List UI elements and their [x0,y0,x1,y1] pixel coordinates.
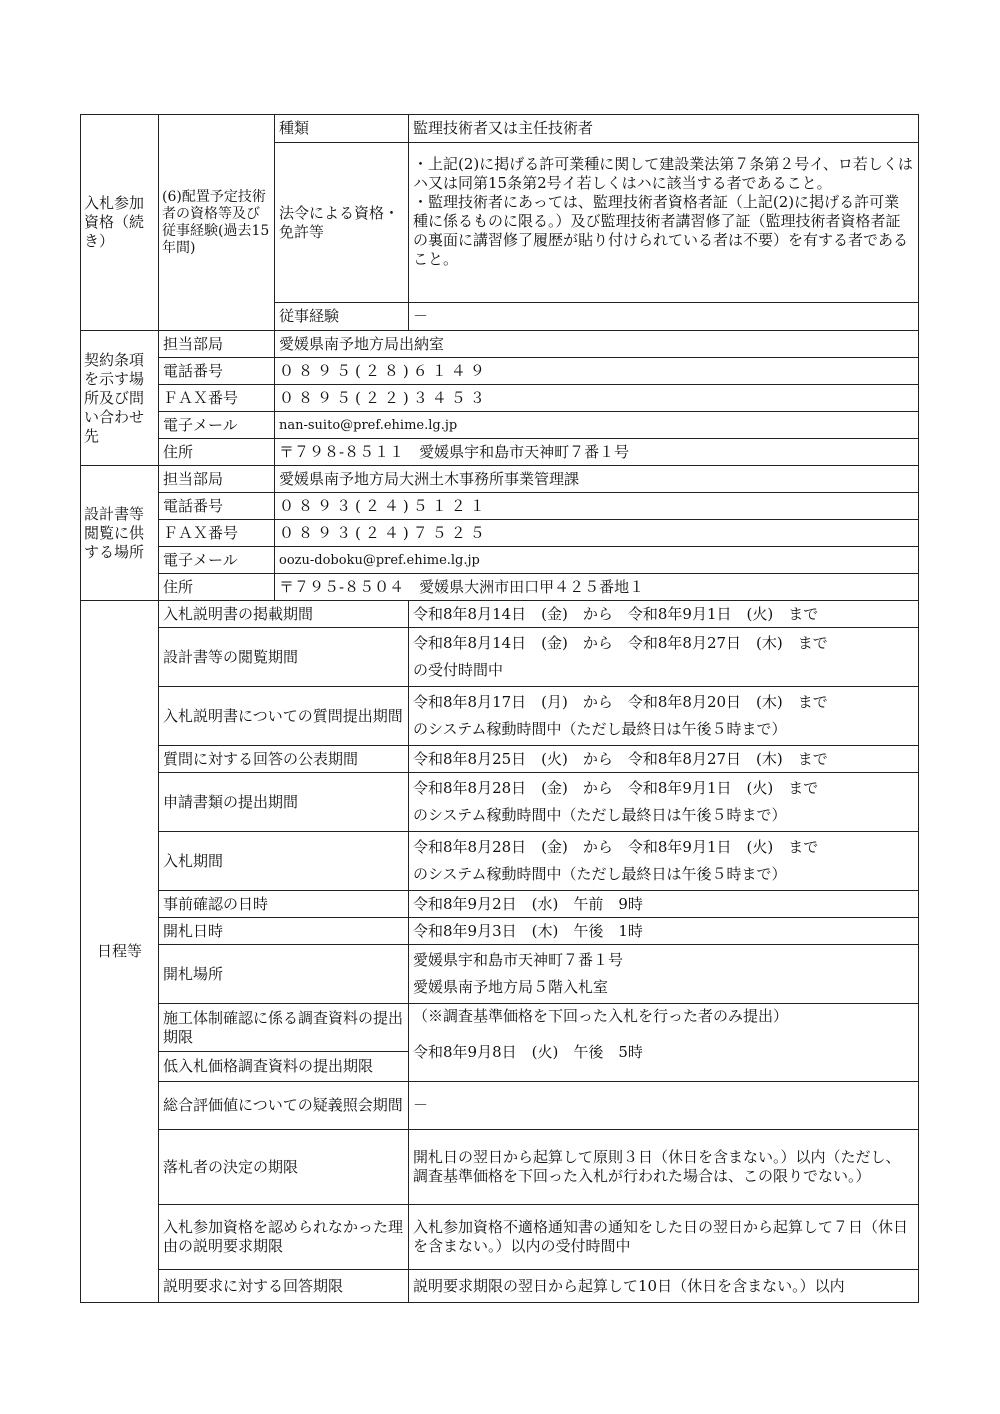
schedule-label: 総合評価値についての疑義照会期間 [159,1082,409,1130]
schedule-value-line: 愛媛県宇和島市天神町７番１号 [413,951,624,969]
license-para-2: ・監理技術者にあっては、監理技術者資格者証（上記(2)に掲げる許可業種に係るものに限る。）及び監理技術者講習修了証（監理技術者資格者証の裏面に講習修了履歴が貼り付けられている者は不要）を有する者であること。 [413,193,909,268]
schedule-value-line: 令和8年8月14日 (金) から 令和8年8月27日 (木) まで [413,634,828,652]
contract-dept: 愛媛県南予地方局出納室 [275,331,919,358]
survey-deadline: 令和8年9月8日 (火) 午後 5時 [413,1043,643,1061]
qualification-section-label: 入札参加資格（続き） [81,115,159,331]
schedule-label: 説明要求に対する回答期限 [159,1270,409,1303]
schedule-value: 入札参加資格不適格通知書の通知をした日の翌日から起算して７日（休日を含まない。）以内の受付時間中 [409,1205,919,1270]
schedule-label: 申請書類の提出期間 [159,773,409,832]
schedule-label: 施工体制確認に係る調査資料の提出期限 [159,1004,409,1052]
contract-section-label: 契約条項を示す場所及び問い合わせ先 [81,331,159,466]
license-para-1: ・上記(2)に掲げる許可業種に関して建設業法第７条第２号イ、ロ若しくはハ又は同第15条第2号イ若しくはハに該当する者であること。 [413,155,913,192]
contract-addr-label: 住所 [159,439,275,466]
contract-fax-label: ＦＡＸ番号 [159,385,275,412]
schedule-value [409,945,919,1004]
design-dept-label: 担当部局 [159,466,275,493]
schedule-value-line: 令和8年8月28日 (金) から 令和8年9月1日 (火) まで [413,838,819,856]
contract-mail: nan-suito@pref.ehime.lg.jp [275,412,919,439]
schedule-value: 開札日の翌日から起算して原則３日（休日を含まない。）以内（ただし、調査基準価格を下回った入札が行われた場合は、この限りでない。） [409,1130,919,1205]
schedule-label: 設計書等の閲覧期間 [159,628,409,687]
experience-value: － [409,303,919,331]
schedule-value [409,1004,919,1082]
contract-tel: ０８９５(２８)６１４９ [275,358,919,385]
schedule-label: 開札日時 [159,918,409,945]
schedule-label: 事前確認の日時 [159,891,409,918]
schedule-label: 質問に対する回答の公表期間 [159,746,409,773]
design-dept: 愛媛県南予地方局大洲土木事務所事業管理課 [275,466,919,493]
schedule-value-line: のシステム稼動時間中（ただし最終日は午後５時まで） [413,806,787,824]
kind-label: 種類 [275,115,409,143]
schedule-value-line: のシステム稼動時間中（ただし最終日は午後５時まで） [413,865,787,883]
design-addr-label: 住所 [159,574,275,601]
design-fax: ０８９３(２４)７５２５ [275,520,919,547]
schedule-label: 開札場所 [159,945,409,1004]
contract-fax: ０８９５(２２)３４５３ [275,385,919,412]
schedule-label: 低入札価格調査資料の提出期限 [159,1052,409,1082]
design-section-label: 設計書等閲覧に供する場所 [81,466,159,601]
schedule-value [409,773,919,832]
bid-info-table [80,114,919,1303]
schedule-value [409,687,919,746]
license-value [409,143,919,303]
kind-value: 監理技術者又は主任技術者 [409,115,919,143]
schedule-label: 入札参加資格を認められなかった理由の説明要求期限 [159,1205,409,1270]
design-tel-label: 電話番号 [159,493,275,520]
schedule-section-label: 日程等 [81,601,159,1303]
schedule-value: 令和8年8月14日 (金) から 令和8年9月1日 (火) まで [409,601,919,628]
schedule-value: 説明要求期限の翌日から起算して10日（休日を含まない。）以内 [409,1270,919,1303]
qualification-sub-label: (6)配置予定技術者の資格等及び従事経験(過去15年間) [159,115,275,331]
schedule-value: 令和8年9月2日 (水) 午前 9時 [409,891,919,918]
schedule-value [409,832,919,891]
design-addr: 〒７９５-８５０４ 愛媛県大洲市田口甲４２５番地１ [275,574,919,601]
schedule-value: － [409,1082,919,1130]
schedule-value-line: の受付時間中 [413,661,504,679]
schedule-value-line: のシステム稼動時間中（ただし最終日は午後５時まで） [413,720,787,738]
schedule-label: 入札説明書についての質問提出期間 [159,687,409,746]
schedule-value-line: 令和8年8月28日 (金) から 令和8年9月1日 (火) まで [413,779,819,797]
schedule-value-line: 愛媛県南予地方局５階入札室 [413,978,609,996]
experience-label: 従事経験 [275,303,409,331]
design-tel: ０８９３(２４)５１２１ [275,493,919,520]
schedule-value: 令和8年9月3日 (木) 午後 1時 [409,918,919,945]
schedule-value [409,628,919,687]
schedule-label: 入札説明書の掲載期間 [159,601,409,628]
design-fax-label: ＦＡＸ番号 [159,520,275,547]
design-mail-label: 電子メール [159,547,275,574]
license-label: 法令による資格・免許等 [275,143,409,303]
contract-mail-label: 電子メール [159,412,275,439]
contract-tel-label: 電話番号 [159,358,275,385]
schedule-label: 落札者の決定の期限 [159,1130,409,1205]
survey-note: （※調査基準価格を下回った入札を行った者のみ提出） [413,1007,789,1025]
schedule-value-line: 令和8年8月17日 (月) から 令和8年8月20日 (木) まで [413,693,828,711]
contract-dept-label: 担当部局 [159,331,275,358]
contract-addr: 〒７９８-８５１１ 愛媛県宇和島市天神町７番１号 [275,439,919,466]
design-mail: oozu-doboku@pref.ehime.lg.jp [275,547,919,574]
schedule-label: 入札期間 [159,832,409,891]
schedule-value: 令和8年8月25日 (火) から 令和8年8月27日 (木) まで [409,746,919,773]
